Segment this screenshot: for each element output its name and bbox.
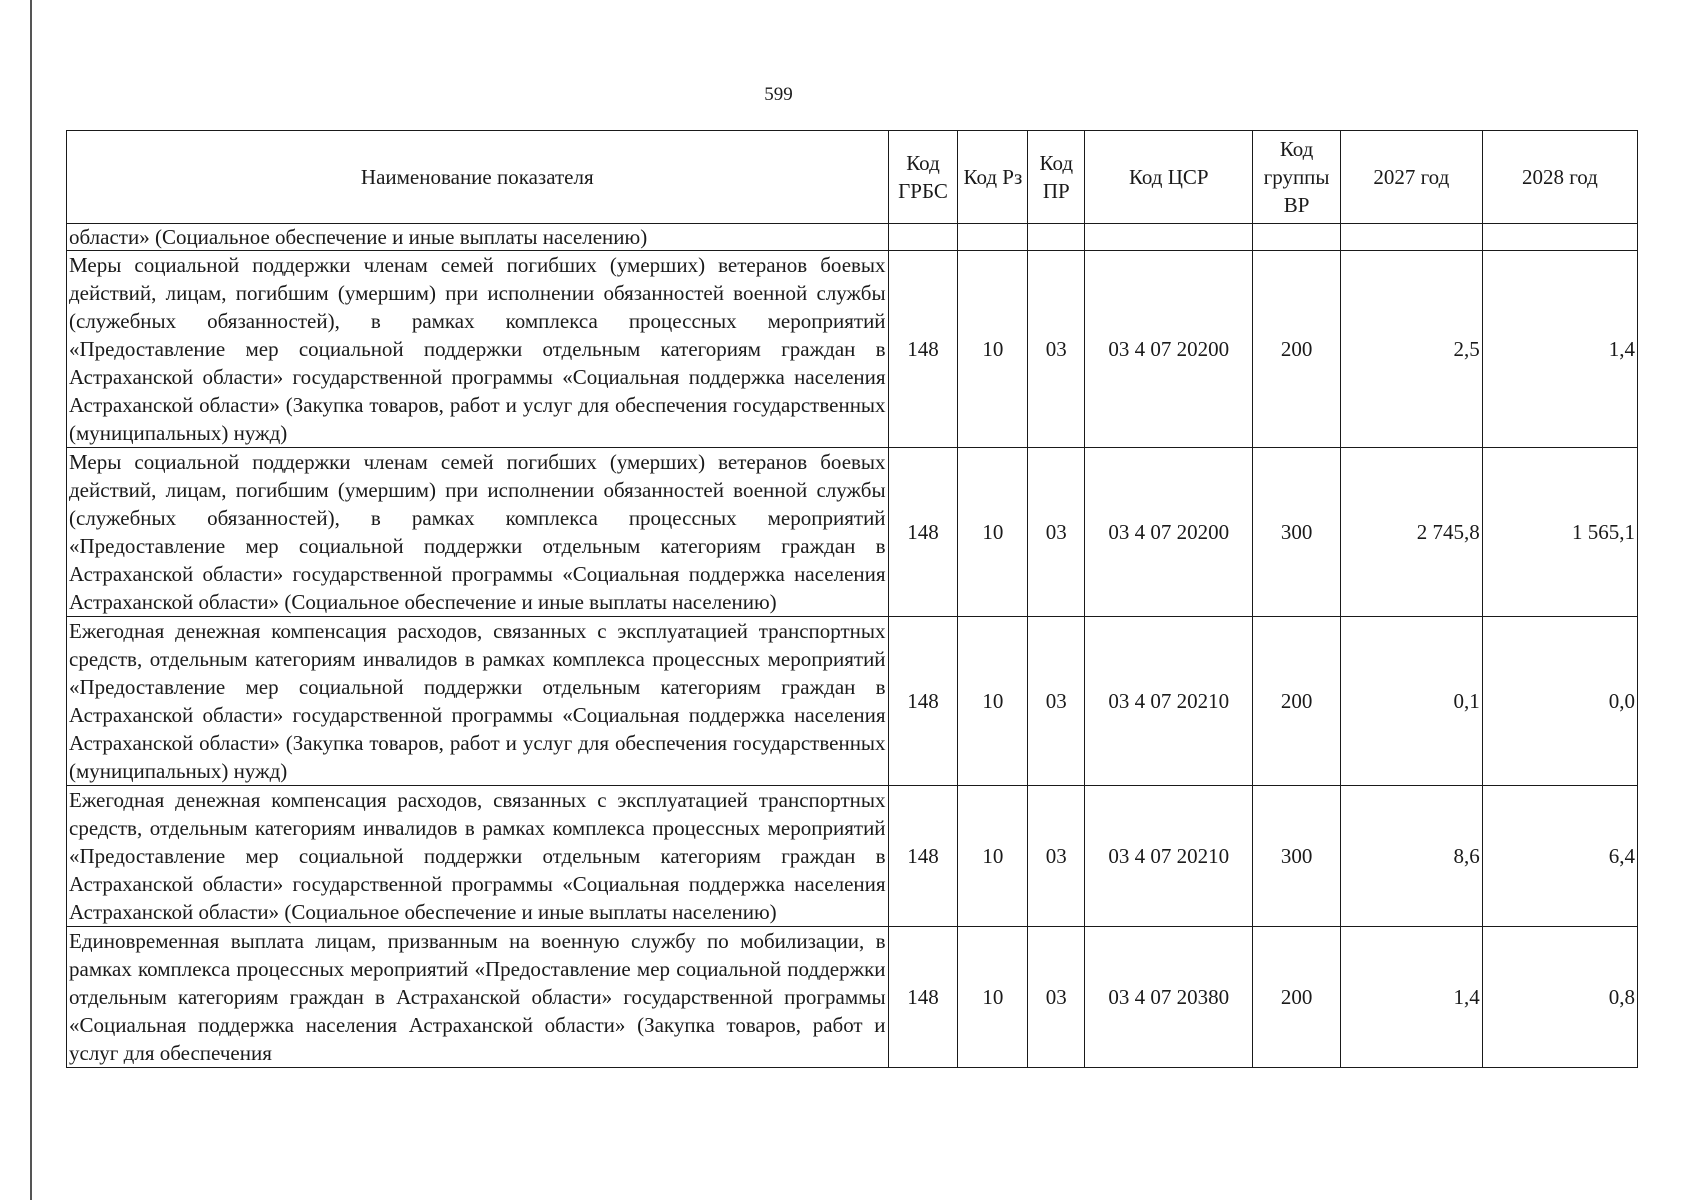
table-row [67,251,1638,448]
header-2027: 2027 год [1340,131,1482,224]
header-csr: Код ЦСР [1085,131,1253,224]
row-pr: 03 [1028,448,1085,617]
row-2027: 8,6 [1340,786,1482,927]
row-2028: 1 565,1 [1482,448,1637,617]
header-pr: Код ПР [1028,131,1085,224]
table-row [67,786,1638,927]
table-row [67,448,1638,617]
row-name: Единовременная выплата лицам, призванным на военную службу по мобилизации, в рамках комплекса процессных мероприятий «Предоставление мер социальной поддержки отдельным категориям граждан в Астраханской области» государственной программы «Социальная поддержка населения Астраханской области» (Закупка товаров, работ и услуг для обеспечения [67,927,889,1068]
header-vr: Код группы ВР [1253,131,1340,224]
row-pr: 03 [1028,617,1085,786]
row-rz: 10 [958,617,1028,786]
row-vr: 300 [1253,786,1340,927]
row-vr: 200 [1253,927,1340,1068]
continuation-name: области» (Социальное обеспечение и иные выплаты населению) [67,224,889,251]
row-vr: 200 [1253,617,1340,786]
row-csr: 03 4 07 20200 [1085,448,1253,617]
row-rz: 10 [958,251,1028,448]
row-2027: 0,1 [1340,617,1482,786]
continuation-cell [1482,224,1637,251]
row-name: Меры социальной поддержки членам семей погибших (умерших) ветеранов боевых действий, лицам, погибшим (умершим) при исполнении обязанностей военной службы (служебных обязанностей), в рамках комплекса процессных мероприятий «Предоставление мер социальной поддержки отдельным категориям граждан в Астраханской области» государственной программы «Социальная поддержка населения Астраханской области» (Социальное обеспечение и иные выплаты населению) [67,448,889,617]
header-row [67,131,1638,224]
row-2028: 6,4 [1482,786,1637,927]
page-number: 599 [764,84,793,105]
row-pr: 03 [1028,786,1085,927]
row-csr: 03 4 07 20210 [1085,786,1253,927]
row-2027: 2,5 [1340,251,1482,448]
row-2028: 0,8 [1482,927,1637,1068]
row-2028: 1,4 [1482,251,1637,448]
row-rz: 10 [958,927,1028,1068]
row-2028: 0,0 [1482,617,1637,786]
row-pr: 03 [1028,251,1085,448]
row-csr: 03 4 07 20210 [1085,617,1253,786]
row-vr: 300 [1253,448,1340,617]
table-row [67,927,1638,1068]
row-grbs: 148 [888,617,958,786]
continuation-cell [1085,224,1253,251]
row-grbs: 148 [888,786,958,927]
continuation-cell [1340,224,1482,251]
row-csr: 03 4 07 20380 [1085,927,1253,1068]
row-rz: 10 [958,448,1028,617]
header-grbs: Код ГРБС [888,131,958,224]
row-name: Меры социальной поддержки членам семей погибших (умерших) ветеранов боевых действий, лицам, погибшим (умершим) при исполнении обязанностей военной службы (служебных обязанностей), в рамках комплекса процессных мероприятий «Предоставление мер социальной поддержки отдельным категориям граждан в Астраханской области» государственной программы «Социальная поддержка населения Астраханской области» (Закупка товаров, работ и услуг для обеспечения государственных (муниципальных) нужд) [67,251,889,448]
budget-table [66,130,1638,1068]
continuation-cell [1253,224,1340,251]
header-name: Наименование показателя [67,131,889,224]
row-2027: 1,4 [1340,927,1482,1068]
row-csr: 03 4 07 20200 [1085,251,1253,448]
row-grbs: 148 [888,251,958,448]
row-vr: 200 [1253,251,1340,448]
header-rz: Код Рз [958,131,1028,224]
row-grbs: 148 [888,927,958,1068]
table-row [67,617,1638,786]
row-pr: 03 [1028,927,1085,1068]
continuation-row [67,224,1638,251]
row-grbs: 148 [888,448,958,617]
continuation-cell [888,224,958,251]
row-name: Ежегодная денежная компенсация расходов, связанных с эксплуатацией транспортных средств, отдельным категориям инвалидов в рамках комплекса процессных мероприятий «Предоставление мер социальной поддержки отдельным категориям граждан в Астраханской области» государственной программы «Социальная поддержка населения Астраханской области» (Социальное обеспечение и иные выплаты населению) [67,786,889,927]
page-margin-line [30,0,32,1200]
continuation-cell [958,224,1028,251]
header-2028: 2028 год [1482,131,1637,224]
row-rz: 10 [958,786,1028,927]
row-name: Ежегодная денежная компенсация расходов, связанных с эксплуатацией транспортных средств, отдельным категориям инвалидов в рамках комплекса процессных мероприятий «Предоставление мер социальной поддержки отдельным категориям граждан в Астраханской области» государственной программы «Социальная поддержка населения Астраханской области» (Закупка товаров, работ и услуг для обеспечения государственных (муниципальных) нужд) [67,617,889,786]
row-2027: 2 745,8 [1340,448,1482,617]
continuation-cell [1028,224,1085,251]
